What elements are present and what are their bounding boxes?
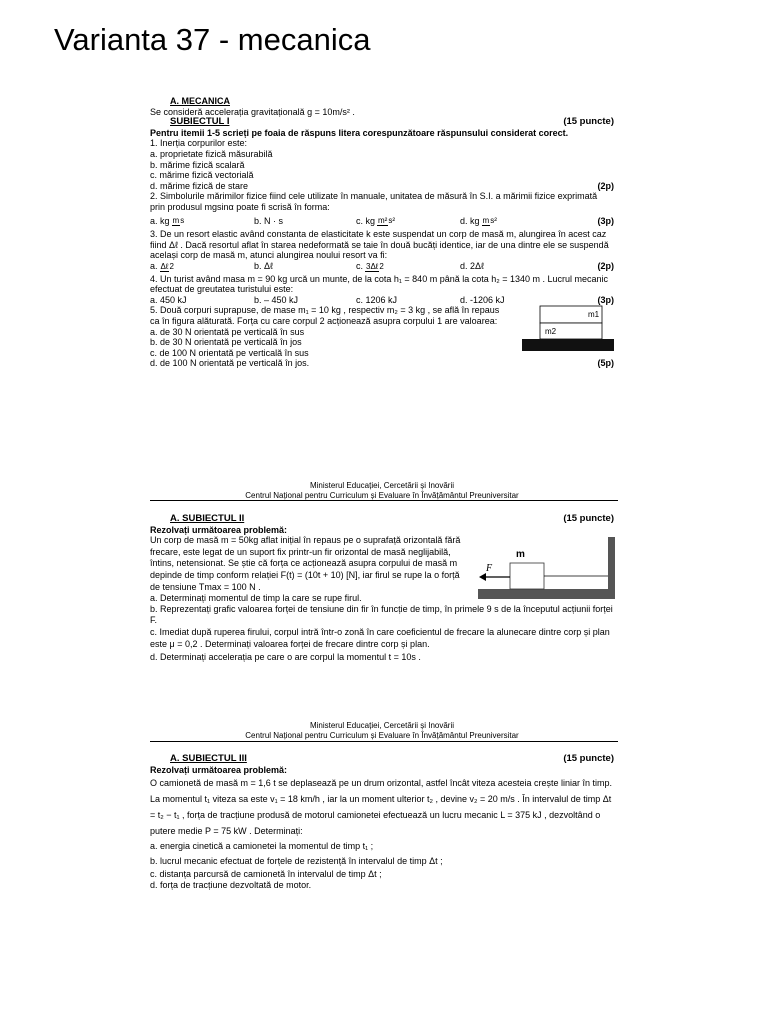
- q1-option-d-row: [150, 181, 614, 192]
- q1-points: (2p): [597, 180, 614, 191]
- problem-stem: O camionetă de masă m = 1,6 t se deplasează pe un drum orizontal, astfel încât viteza acesteia crește liniar în timp. La momentul t₁ viteza sa este v₁ = 18 km/h , iar la un moment ulterior t₂ , devine v₂ = 20 m/s . În intervalul de timp Δt = t₂ − t₁ , forța de tracțiune produsă de motorul camionetei efectuează un lucru mecanic L = 375 kJ , dezvoltând o putere medie P = 75 kW . Determinați:: [150, 778, 612, 837]
- body-m: [510, 563, 544, 589]
- subject-points: (15 puncte): [563, 116, 614, 128]
- label-m1: m1: [588, 310, 600, 320]
- q4-option-a: a. 450 kJ: [150, 294, 187, 305]
- subject-header: [150, 117, 614, 128]
- q1-option-c: c. mărime fizică vectorială: [150, 170, 254, 181]
- gravity-note: Se consideră accelerația gravitațională g = 10m/s² .: [150, 106, 355, 117]
- q3-stem: 3. De un resort elastic având constanta de elasticitate k este suspendat un corp de masă m, alungirea în acest caz fiind Δℓ . Dacă resortul aflat în starea nedeformată se taie în două bucăți identice, iar de una dintre ele se suspendă același corp de masă m, atunci alungirea noului resort va fi:: [150, 229, 609, 261]
- force-arrow-head: [479, 573, 486, 581]
- subject-points: (15 puncte): [563, 753, 614, 764]
- footer-ministry: Ministerul Educației, Cercetării și Inovării: [309, 721, 455, 730]
- q4-option-d: d. -1206 kJ: [460, 294, 505, 305]
- q2-option-b: b. N · s: [254, 215, 284, 226]
- q5-option-d-row: [150, 358, 614, 369]
- problem-d: d. Determinați accelerația pe care o are corpul la momentul t = 10s .: [150, 652, 421, 663]
- footer-center: Centrul Național pentru Curriculum și Evaluare în Învățământul Preuniversitar: [245, 490, 519, 500]
- instructions: Rezolvați următoarea problemă:: [150, 524, 288, 535]
- subject-title: SUBIECTUL I: [170, 116, 230, 128]
- q3-option-a: a. Δℓ2: [150, 260, 174, 271]
- problem-stem: Un corp de masă m = 50kg aflat inițial în repaus pe o suprafață orizontală fără frecare, este legat de un suport fix printr-un fir orizontal de masă neglijabilă, întins, netensionat. Se știe că forța ce acționează asupra corpului de masă m depinde de timp conform relației F(t) = (10t + 10) [N], iar firul se rupe la o forță de tensiune Tmax = 100 N .: [150, 535, 461, 592]
- q5-option-b: b. de 30 N orientată pe verticală în jos: [150, 337, 302, 348]
- instructions: Rezolvați următoarea problemă:: [150, 764, 288, 775]
- footer-center: Centrul Național pentru Curriculum și Evaluare în Învățământul Preuniversitar: [245, 730, 519, 740]
- problem-c: c. Imediat după ruperea firului, corpul intră într-o zonă în care coeficientul de frecare la alunecare dintre corp și plan este μ = 0,2 . Determinați valoarea forței de frecare dintre corp și plan.: [150, 626, 610, 649]
- q2-options: [150, 216, 614, 227]
- subject-header: [150, 754, 614, 765]
- q5-points: (5p): [597, 358, 614, 369]
- label-F: F: [486, 563, 493, 575]
- divider-two: [150, 741, 618, 742]
- subject-one: [150, 96, 614, 369]
- problem-a: a. energia cinetică a camionetei la momentul de timp t₁ ;: [150, 841, 374, 852]
- q4-option-c: c. 1206 kJ: [356, 294, 398, 305]
- q3-option-d: d. 2Δℓ: [460, 260, 484, 271]
- subject-two: [150, 514, 614, 663]
- q5-stem: 5. Două corpuri suprapuse, de mase m₁ = 10 kg , respectiv m₂ = 3 kg , se află în repaus ca în figura alăturată. Forța cu care corpul 2 acționează asupra corpului 1 are valoarea:: [150, 305, 500, 326]
- label-m: m: [516, 549, 525, 561]
- q4-options: [150, 295, 614, 306]
- problem-a: a. Determinați momentul de timp la care se rupe firul.: [150, 593, 362, 604]
- subject-title: A. SUBIECTUL III: [170, 753, 247, 764]
- problem-b: b. lucrul mecanic efectuat de forțele de rezistență în intervalul de timp Δt ;: [150, 856, 443, 867]
- q4-option-b: b. – 450 kJ: [254, 294, 299, 305]
- footer-one: [150, 481, 614, 500]
- q2-option-c: c. kg m²s²: [356, 215, 396, 226]
- q5-option-d: d. de 100 N orientată pe verticală în jos.: [150, 358, 310, 369]
- subject-points: (15 puncte): [563, 513, 614, 524]
- q2-option-d: d. kg ms²: [460, 215, 497, 226]
- q1-option-a: a. proprietate fizică măsurabilă: [150, 148, 273, 159]
- q4-points: (3p): [597, 294, 614, 305]
- q4-stem: 4. Un turist având masa m = 90 kg urcă un munte, de la cota h₁ = 840 m până la cota h₂ = 1340 m . Lucrul mecanic efectuat de greutatea turistului este:: [150, 273, 609, 295]
- q5-option-a: a. de 30 N orientată pe verticală în sus: [150, 326, 305, 337]
- q2-option-a: a. kg ms: [150, 215, 185, 226]
- q2-points: (3p): [597, 215, 614, 226]
- problem-d: d. forța de tracțiune dezvoltată de motor.: [150, 880, 312, 891]
- q5-option-c: c. de 100 N orientată pe verticală în sus: [150, 347, 309, 358]
- section-heading: A. MECANICA: [170, 96, 230, 106]
- horizontal-surface: [478, 589, 615, 599]
- q5-block: [150, 305, 614, 369]
- problem-c: c. distanța parcursă de camionetă în intervalul de timp Δt ;: [150, 869, 382, 880]
- footer-two: [150, 721, 614, 740]
- q3-option-b: b. Δℓ: [254, 260, 273, 271]
- subject-three: [150, 754, 614, 891]
- instructions: Pentru itemii 1-5 scrieți pe foaia de răspuns litera corespunzătoare răspunsului considerat corect.: [150, 127, 569, 138]
- q1-stem: 1. Inerția corpurilor este:: [150, 138, 248, 149]
- problem-b: b. Reprezentați grafic valoarea forței de tensiune din fir în funcție de timp, în primele 9 s de la începutul acțiunii forței F.: [150, 603, 613, 626]
- q1-option-b: b. mărime fizică scalară: [150, 159, 245, 170]
- q3-points: (2p): [597, 260, 614, 271]
- ground-support: [522, 339, 614, 351]
- divider-one: [150, 500, 618, 501]
- q2-stem: 2. Simbolurile mărimilor fizice fiind cele utilizate în manuale, unitatea de măsură în S.I. a mărimii fizice exprimată prin produsul mgsinα poate fi scrisă în forma:: [150, 191, 598, 212]
- document-title: Varianta 37 - mecanica: [54, 22, 371, 57]
- stacked-bodies-figure: [520, 305, 614, 355]
- q3-options: [150, 261, 614, 272]
- subject-title: A. SUBIECTUL II: [170, 513, 245, 524]
- subject-header: [150, 514, 614, 525]
- q3-option-c: c. 3Δℓ2: [356, 260, 384, 271]
- footer-ministry: Ministerul Educației, Cercetării și Inovării: [309, 481, 455, 490]
- problem-body: [150, 535, 614, 593]
- wire-body-figure: [476, 533, 616, 605]
- label-m2: m2: [545, 327, 557, 337]
- q1-option-d: d. mărime fizică de stare: [150, 180, 249, 191]
